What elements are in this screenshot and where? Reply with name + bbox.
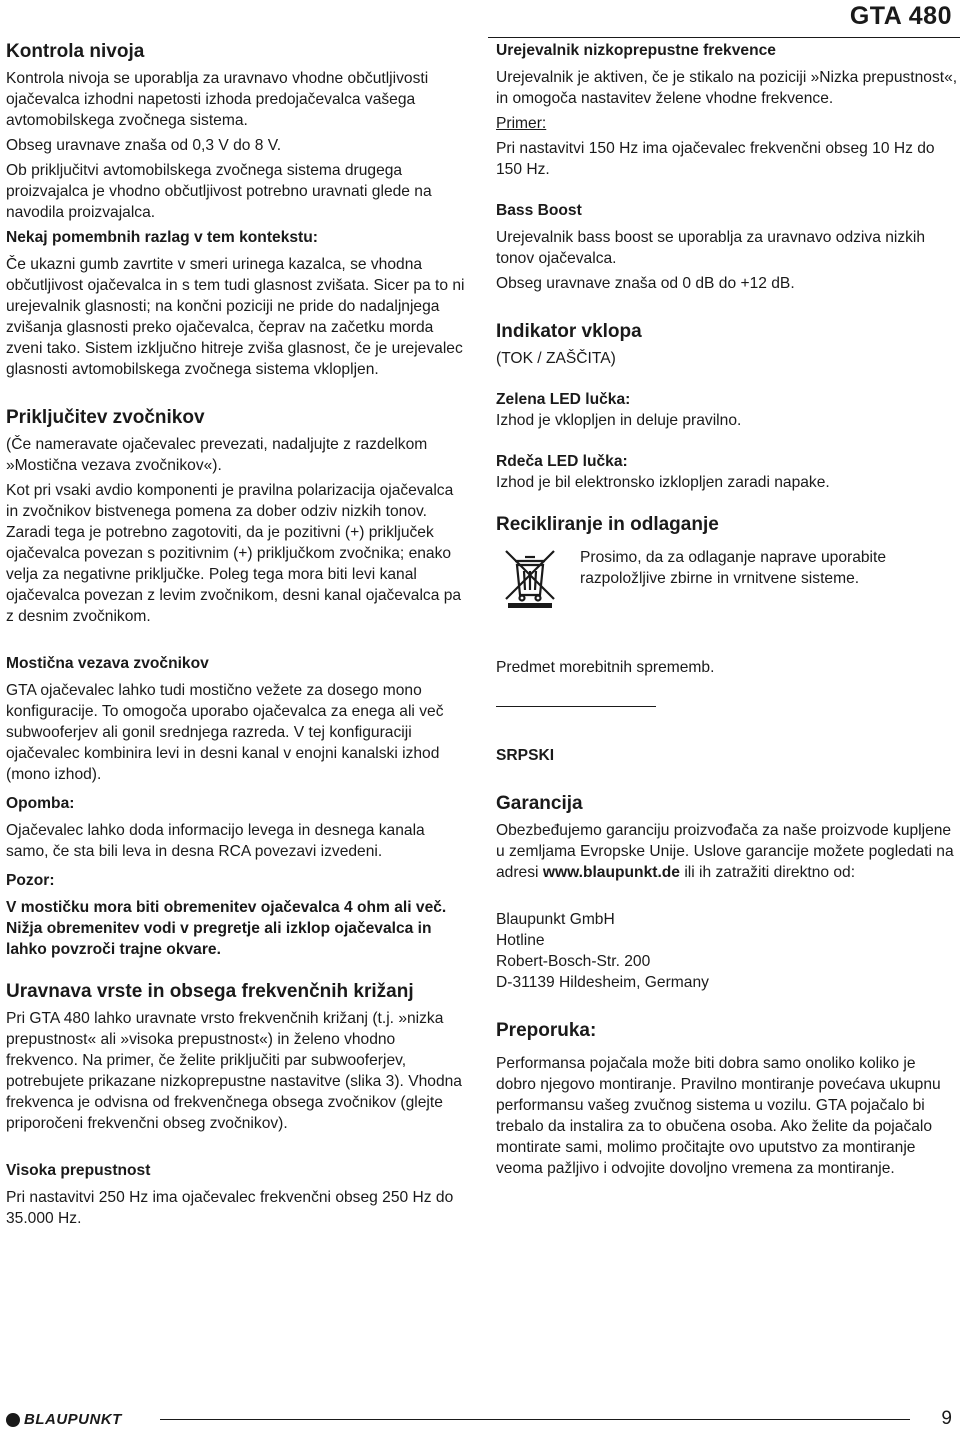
brand-name: BLAUPUNKT: [24, 1411, 122, 1428]
model-name: GTA 480: [849, 2, 952, 30]
language-title: SRPSKI: [496, 747, 555, 764]
warning-text: V mostičku mora biti obremenitev ojačevalca 4 ohm ali več. Nižja obremenitev vodi v pregretje ali izklop ojačevalca in lahko povzroči trajne okvare.: [6, 899, 447, 958]
website-link[interactable]: www.blaupunkt.de: [542, 864, 680, 881]
address-line: Robert-Bosch-Str. 200: [496, 953, 651, 970]
paragraph: [496, 820, 958, 883]
address-block: [496, 909, 958, 993]
paragraph: GTA ojačevalec lahko tudi mostično vežete za dosego mono konfiguracije. To omogoča uporabo ojačevalca za enega ali več subwooferjev ali gonil srednjega razreda. V tej konfiguraciji ojačevalec kombinira levi in desni kanal v enojni kanalski izhod (mono izhod).: [6, 682, 444, 783]
footer-rule: [160, 1419, 910, 1420]
paragraph: Kontrola nivoja se uporablja za uravnavo vhodne občutljivosti ojačevalca izhodni napetosti izhoda predojačevalca vašega avtomobilskega zvočnega sistema.: [6, 70, 429, 129]
paragraph: Pri nastavitvi 150 Hz ima ojačevalec frekvenčni obseg 10 Hz do 150 Hz.: [496, 140, 935, 178]
section-title-urejevalnik: Urejevalnik nizkoprepustne frekvence: [496, 42, 776, 59]
section-title-indikator: Indikator vklopa: [496, 321, 642, 342]
warranty-text: Obezbeđujemo garanciju proizvođača za naše proizvode kupljene u zemljama Evropske Unije. Uslove garancije možete pogledati na adresi: [496, 822, 954, 881]
section-title-uravnava: Uravnava vrste in obsega frekvenčnih križanj: [6, 981, 414, 1002]
section-title-mosticna-vezava: Mostična vezava zvočnikov: [6, 655, 209, 672]
warning-label: Pozor:: [6, 872, 55, 889]
paragraph: Urejevalnik bass boost se uporablja za uravnavo odziva nizkih tonov ojačevalca.: [496, 229, 926, 267]
section-title-recikliranje: Recikliranje in odlaganje: [496, 514, 719, 535]
subheading: Nekaj pomembnih razlag v tem kontekstu:: [6, 229, 318, 246]
example-label: Primer:: [496, 115, 547, 132]
paragraph: Urejevalnik je aktiven, če je stikalo na poziciji »Nizka prepustnost«, in omogoča nastavitev želene vhodne frekvence.: [496, 69, 958, 107]
paragraph: Če ukazni gumb zavrtite v smeri urinega kazalca, se vhodna občutljivost ojačevalca in s tem tudi glasnost zvišata. Sicer pa to ni urejevalnik glasnosti; na končni poziciji ne pride do nadaljnjega zvišanja glasnosti preko ojačevalca, čeprav na začetku morda zveni tako. Sistem izključno hitreje zviša glasnost, če je urejevalec glasnosti avtomobilskega zvočnega sistema vklopljen.: [6, 256, 465, 378]
right-column: [496, 40, 958, 1187]
paragraph: (Če nameravate ojačevalec prevezati, nadaljujte z razdelkom »Mostična vezava zvočnikov«).: [6, 436, 428, 474]
address-line: D-31139 Hildesheim, Germany: [496, 974, 709, 991]
left-column: [6, 40, 468, 1237]
recycle-text: Prosimo, da za odlaganje naprave uporabite razpoložljive zbirne in vrnitvene sisteme.: [580, 549, 887, 587]
red-led-label: Rdeča LED lučka:: [496, 453, 628, 470]
header-rule: [488, 37, 960, 38]
section-title-kontrola-nivoja: Kontrola nivoja: [6, 41, 145, 62]
page-number: 9: [941, 1408, 952, 1429]
brand-logo: [6, 1411, 122, 1428]
paragraph: Predmet morebitnih sprememb.: [496, 659, 715, 676]
note-label: Opomba:: [6, 795, 75, 812]
red-led-text: Izhod je bil elektronsko izklopljen zaradi napake.: [496, 474, 830, 491]
paragraph: (TOK / ZAŠČITA): [496, 350, 616, 367]
blaupunkt-dot-icon: [6, 1413, 20, 1427]
recycle-row: [496, 547, 958, 609]
paragraph: Performansa pojačala može biti dobra samo onoliko koliko je dobro njegovo montiranje. Pravilno montiranje povećava ukupnu performansu vašeg zvučnog sistema u vozilu. GTA pojačalo bi trebalo da instalira za to obučena osoba. Ako želite da pojačalo montirate sami, molimo pročitajte ovo uputstvo za montiranje veoma pažljivo i odvojite dovoljno vremena za montiranje.: [496, 1055, 941, 1177]
note-text: Ojačevalec lahko doda informacijo levega in desnega kanala samo, če sta bili leva in desna RCA povezavi izvedeni.: [6, 822, 425, 860]
section-title-preporuka: Preporuka:: [496, 1020, 597, 1041]
section-title-prikljucitev: Priključitev zvočnikov: [6, 407, 205, 428]
paragraph: Kot pri vsaki avdio komponenti je pravilna polarizacija ojačevalca in zvočnikov bistvenega pomena za dober odziv nizkih tonov. Zaradi tega je potrebno zagotoviti, da je pozitivni (+) priključek ojačevalca povezan s pozitivnim (+) priključkom zvočnika; enako velja za negativne priključke. Poleg tega mora biti levi kanal ojačevalca povezan z levim zvočnikom, desni kanal ojačevalca pa z desnim zvočnikom.: [6, 482, 462, 625]
paragraph: Obseg uravnave znaša od 0,3 V do 8 V.: [6, 137, 282, 154]
paragraph: Pri GTA 480 lahko uravnate vrsto frekvenčnih križanj (t.j. »nizka prepustnost« ali »visoka prepustnost«) in želeno vhodno frekvenco. Na primer, če želite priključiti par subwooferjev, potrebujete prikazane nizkoprepustne nastavitve (slika 3). Vhodna frekvenca je odvisna od frekvenčnega obsega zvočnikov (glejte priporočeni frekvenčni obseg zvočnikov).: [6, 1010, 462, 1132]
section-title-garancija: Garancija: [496, 793, 583, 814]
warranty-text-end: ili ih zatražiti direktno od:: [679, 864, 856, 881]
crossed-out-wheelie-bin-icon: [500, 547, 560, 609]
paragraph: Pri nastavitvi 250 Hz ima ojačevalec frekvenčni obseg 250 Hz do 35.000 Hz.: [6, 1189, 454, 1227]
address-line: Blaupunkt GmbH: [496, 911, 615, 928]
green-led-text: Izhod je vklopljen in deluje pravilno.: [496, 412, 742, 429]
section-title-visoka-prepustnost: Visoka prepustnost: [6, 1162, 151, 1179]
green-led-label: Zelena LED lučka:: [496, 391, 631, 408]
section-title-bass-boost: Bass Boost: [496, 202, 582, 219]
address-line: Hotline: [496, 932, 545, 949]
paragraph: Ob priključitvi avtomobilskega zvočnega sistema drugega proizvajalca je vhodno občutljivost potrebno uravnati glede na navodila proizvajalca.: [6, 162, 432, 221]
paragraph: Obseg uravnave znaša od 0 dB do +12 dB.: [496, 275, 795, 292]
